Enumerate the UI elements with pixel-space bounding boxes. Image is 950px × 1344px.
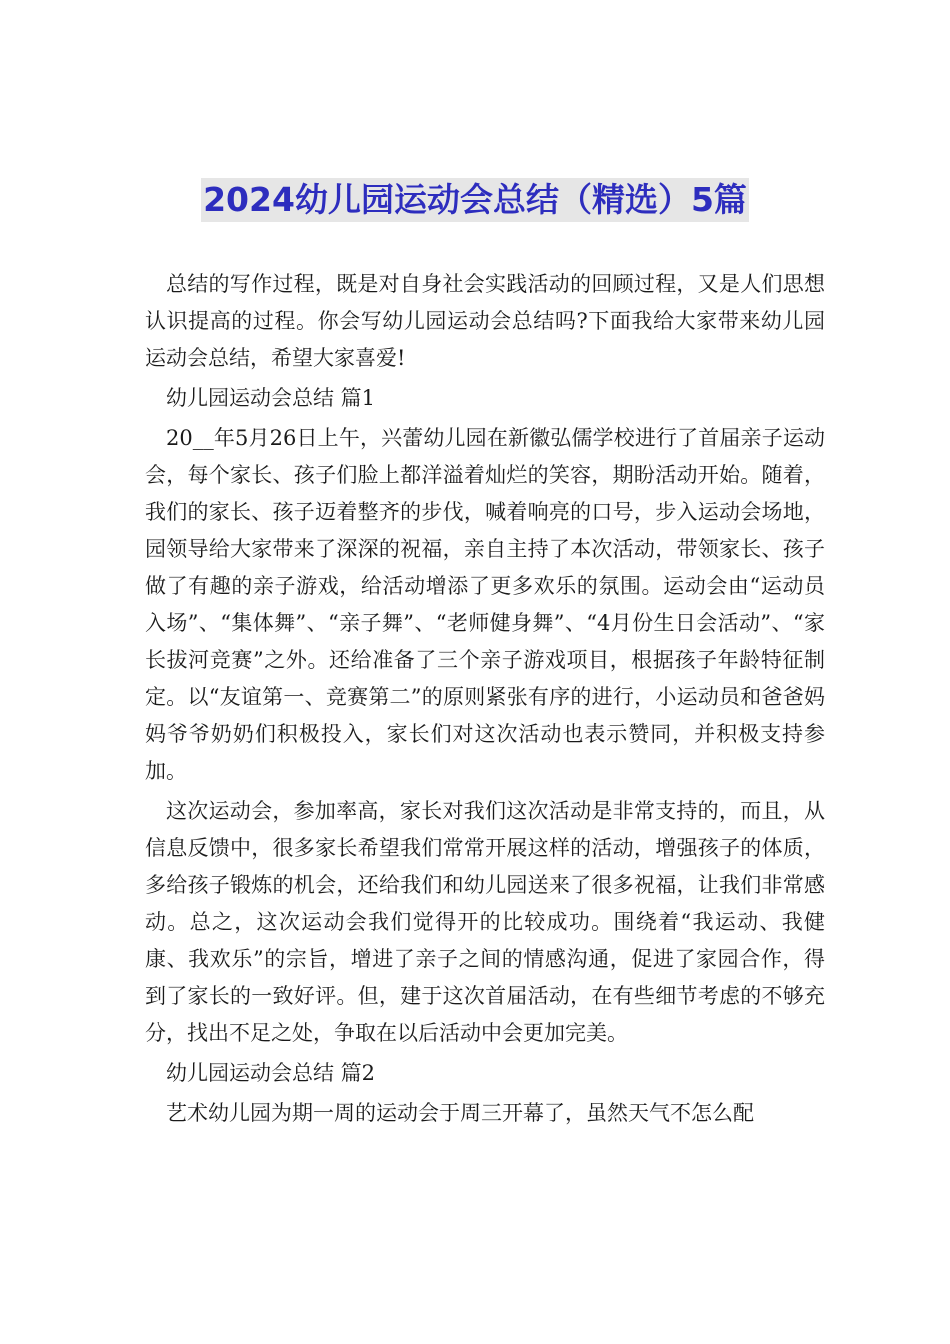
document-title: 2024幼儿园运动会总结（精选）5篇: [201, 178, 749, 222]
section-heading-2: 幼儿园运动会总结 篇2: [166, 1061, 376, 1085]
title-container: [0, 178, 950, 222]
section-2-paragraph-1: 艺术幼儿园为期一周的运动会于周三开幕了，虽然天气不怎么配: [166, 1101, 754, 1125]
section-heading-1: 幼儿园运动会总结 篇1: [166, 386, 376, 410]
section-1-paragraph-2: 这次运动会，参加率高，家长对我们这次活动是非常支持的，而且，从信息反馈中，很多家长希望我们常常开展这样的活动，增强孩子的体质，多给孩子锻炼的机会，还给我们和幼儿园送来了很多祝福，让我们非常感动。总之，这次运动会我们觉得开的比较成功。围绕着“我运动、我健康、我欢乐”的宗旨，增进了亲子之间的情感沟通，促进了家园合作，得到了家长的一致好评。但，建于这次首届活动，在有些细节考虑的不够充分，找出不足之处，争取在以后活动中会更加完美。: [145, 799, 825, 1045]
intro-paragraph: 总结的写作过程，既是对自身社会实践活动的回顾过程，又是人们思想认识提高的过程。你会写幼儿园运动会总结吗?下面我给大家带来幼儿园运动会总结，希望大家喜爱!: [145, 272, 825, 370]
document-body: [145, 266, 825, 1135]
section-1-paragraph-1: 20__年5月26日上午，兴蕾幼儿园在新徽弘儒学校进行了首届亲子运动会，每个家长、孩子们脸上都洋溢着灿烂的笑容，期盼活动开始。随着，我们的家长、孩子迈着整齐的步伐，喊着响亮的口号，步入运动会场地，园领导给大家带来了深深的祝福，亲自主持了本次活动，带领家长、孩子做了有趣的亲子游戏，给活动增添了更多欢乐的氛围。运动会由“运动员入场”、“集体舞”、“亲子舞”、“老师健身舞”、“4月份生日会活动”、“家长拔河竞赛”之外。还给准备了三个亲子游戏项目，根据孩子年龄特征制定。以“友谊第一、竞赛第二”的原则紧张有序的进行，小运动员和爸爸妈妈爷爷奶奶们积极投入，家长们对这次活动也表示赞同，并积极支持参加。: [145, 426, 825, 783]
